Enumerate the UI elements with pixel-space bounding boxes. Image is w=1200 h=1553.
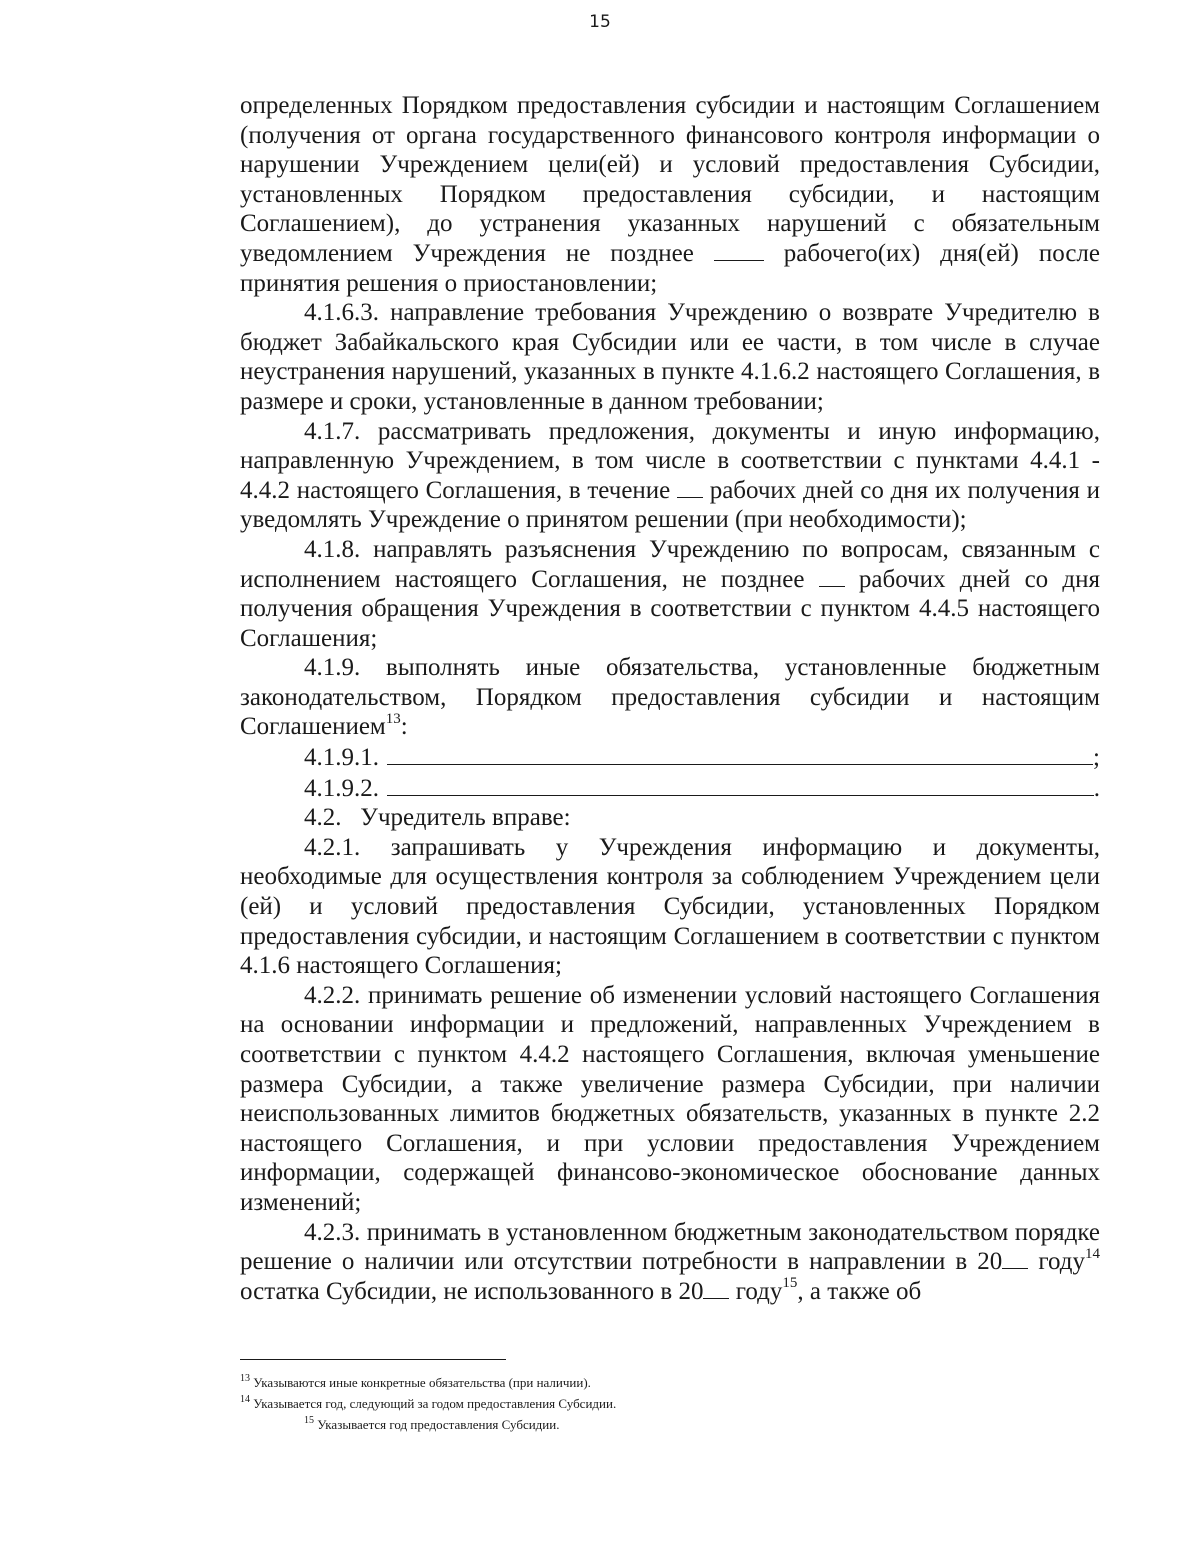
paragraph-4-2: 4.2. Учредитель вправе:: [304, 804, 571, 832]
footnote-ref: 15: [782, 1275, 798, 1292]
paragraph-4-2-3: 4.2.3. принимать в установленном бюджетным законодательством порядке решение о наличии или отсутствии потребности в направлении в 20 году$^{14}$ остатка Субсидии, не использованного в 20 году$^{15}$, а также об: [240, 1218, 1100, 1305]
paragraph-4-1-6-3: 4.1.6.3. направление требования Учреждению о возврате Учредителю в бюджет Забайкальского края Субсидии или ее части, в том числе в случае неустранения нарушений, указанных в пункте 4.1.6.2 настоящего Соглашения, в размере и сроки, установленные в данном требовании;: [240, 299, 1100, 415]
fill-line: [387, 742, 1093, 765]
paragraph-4-1-9: 4.1.9. выполнять иные обязательства, установленные бюджетным законодательством, Порядком предоставления субсидии и настоящим Соглашением$^{13}$:: [240, 654, 1100, 741]
footnote-ref: 13: [385, 711, 401, 728]
blank-field: [1002, 1248, 1028, 1269]
paragraph-4-1-9-1: 4.1.9.1. ;: [304, 744, 1100, 772]
paragraph-4-2-1: 4.2.1. запрашивать у Учреждения информацию и документы, необходимые для осуществления контроля за соблюдением Учреждением цели (ей) и условий предоставления Субсидии, установленных Порядком предоставления субсидии, и настоящим Соглашением в соответствии с пунктом 4.1.6 настоящего Соглашения;: [240, 833, 1100, 980]
footnote-separator: [240, 1359, 506, 1360]
footnote: $^{13}$ Указываются иные конкретные обязательства (при наличии).: [240, 1372, 591, 1390]
paragraph-4-1-9-2: 4.1.9.2. .: [304, 774, 1100, 802]
blank-field: [703, 1278, 729, 1299]
footnotes: [240, 1372, 1100, 1435]
paragraph-4-1-8: 4.1.8. направлять разъяснения Учреждению по вопросам, связанным с исполнением настоящего Соглашения, не позднее рабочих дней со дня получения обращения Учреждения в соответствии с пунктом 4.4.5 настоящего Соглашения;: [240, 535, 1101, 652]
footnote-ref: 14: [1085, 1245, 1100, 1262]
paragraph-4-1-7: 4.1.7. рассматривать предложения, документы и иную информацию, направленную Учреждением, в том числе в соответствии с пунктами 4.4.1 - 4.4.2 настоящего Соглашения, в течение рабочих дней со дня их получения и уведомлять Учреждение о принятом решении (при необходимости);: [240, 417, 1100, 534]
footnote: $^{14}$ Указывается год, следующий за годом предоставления Субсидии.: [240, 1393, 617, 1411]
blank-field: [677, 477, 703, 498]
paragraph-4-2-2: 4.2.2. принимать решение об изменении условий настоящего Соглашения на основании информации и предложений, направленных Учреждением в соответствии с пунктом 4.4.2 настоящего Соглашения, включая уменьшение размера Субсидии, а также увеличение размера Субсидии, при наличии неиспользованных лимитов бюджетных обязательств, указанных в пункте 2.2 настоящего Соглашения, и при условии предоставления Учреждением информации, содержащей финансово-экономическое обоснование данных изменений;: [240, 981, 1100, 1216]
footnote: $^{15}$ Указывается год предоставления Субсидии.: [304, 1414, 560, 1432]
blank-field: [819, 566, 845, 587]
fill-line: [387, 773, 1094, 796]
paragraph-continuation: определенных Порядком предоставления субсидии и настоящим Соглашением (получения от органа государственного финансового контроля информации о нарушении Учреждением цели(ей) и условий предоставления Субсидии, установленных Порядком предоставления субсидии, и настоящим Соглашением), до устранения указанных нарушений с обязательным уведомлением Учреждения не позднее рабочего(их) дня(ей) после принятия решения о приостановлении;: [240, 92, 1100, 297]
page-number: 15: [589, 12, 611, 32]
blank-field: [714, 240, 764, 261]
document-body: [240, 91, 1100, 1306]
